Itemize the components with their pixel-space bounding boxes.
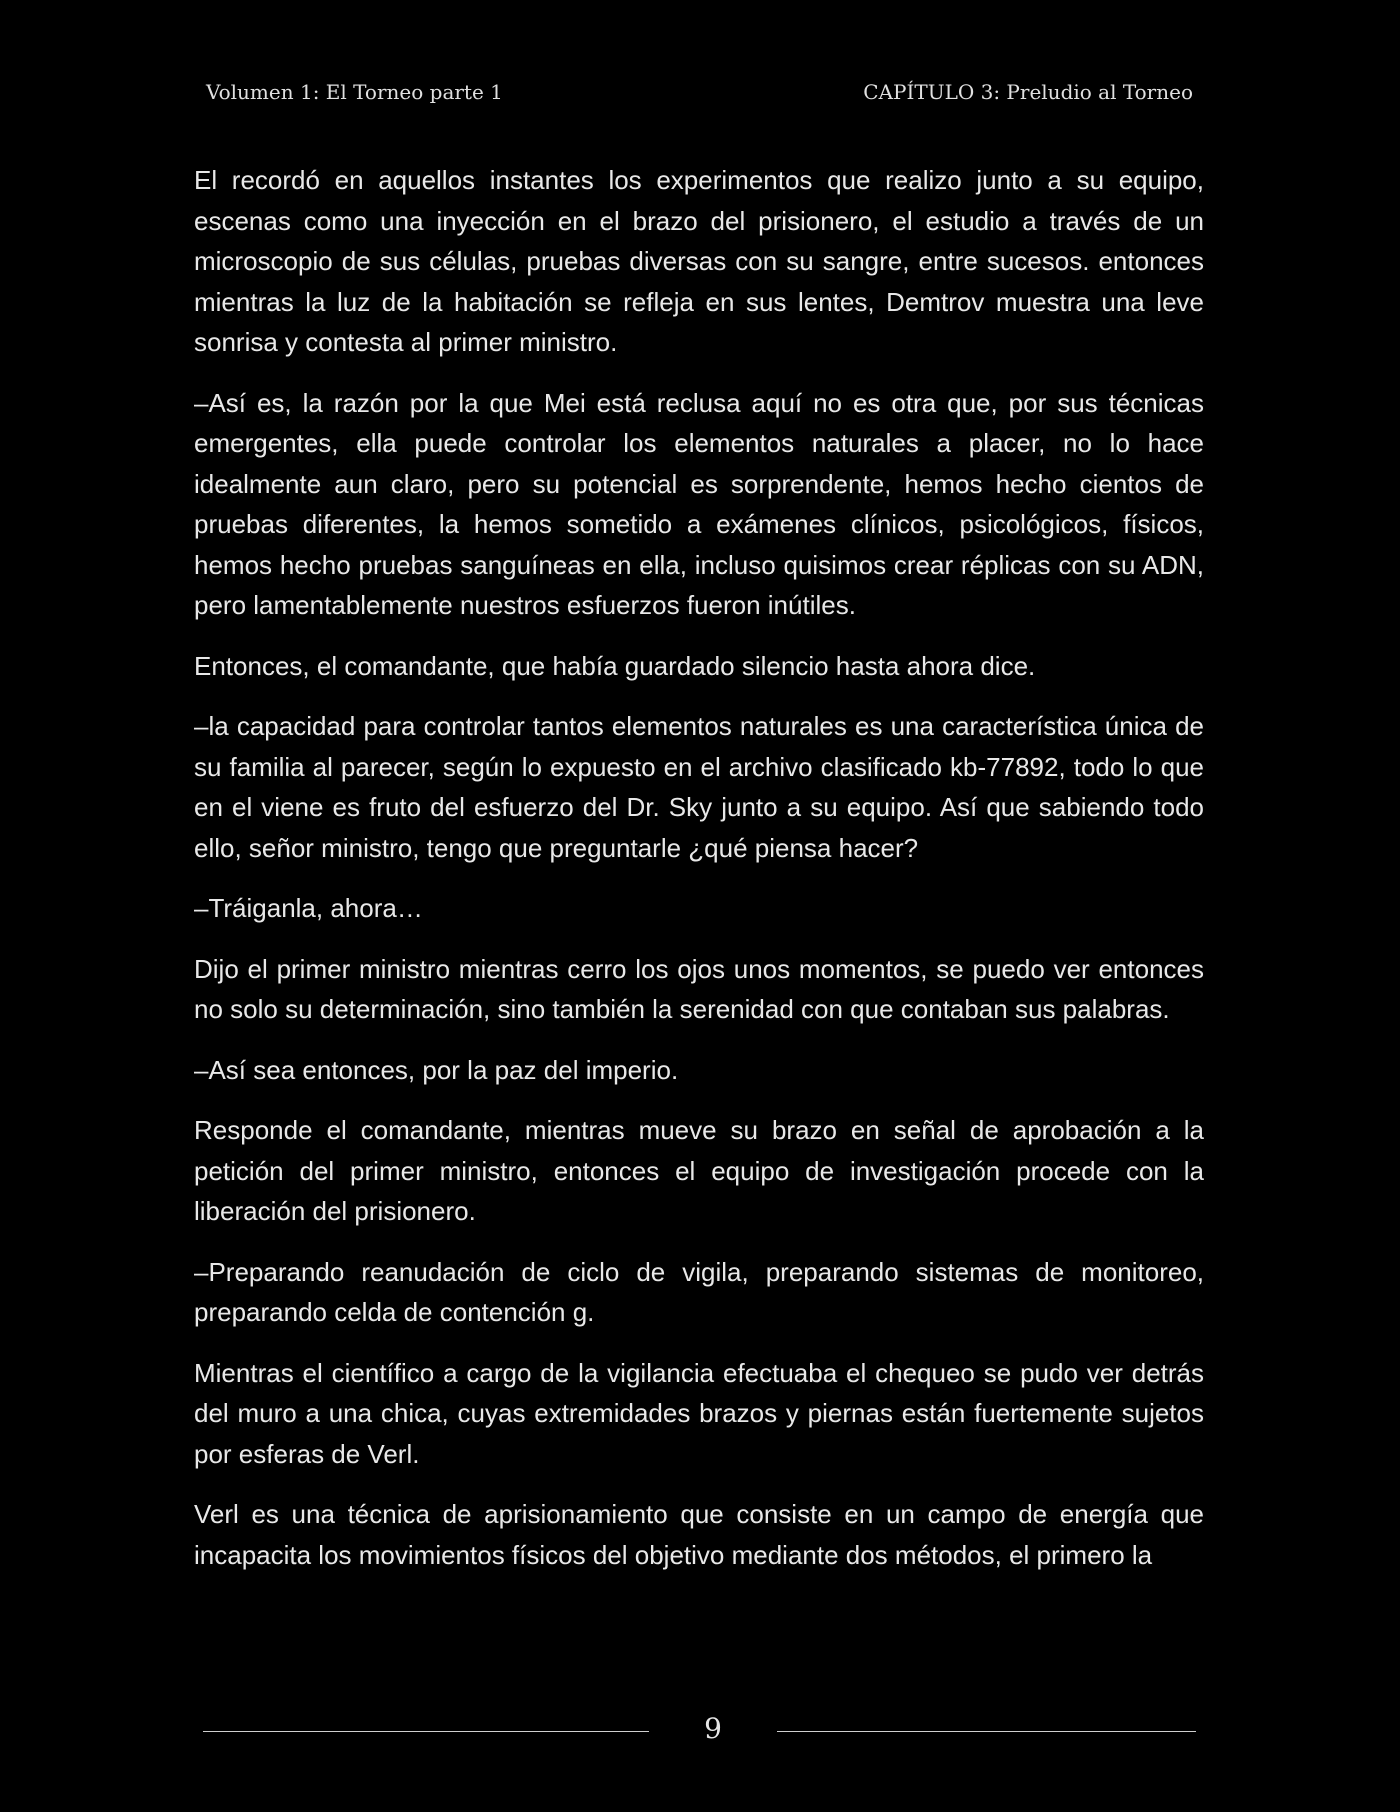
chapter-title: CAPÍTULO 3: Preludio al Torneo (863, 80, 1193, 104)
page-number: 9 (704, 1712, 722, 1745)
paragraph: Entonces, el comandante, que había guardado silencio hasta ahora dice. (194, 650, 1036, 681)
running-header (206, 80, 1193, 110)
paragraph: Responde el comandante, mientras mueve su brazo en señal de aprobación a la petición del primer ministro, entonces el equipo de investigación procede con la liberación del prisionero. (194, 1115, 1204, 1226)
page-footer (203, 1712, 1196, 1752)
paragraph: Verl es una técnica de aprisionamiento que consiste en un campo de energía que incapacita los movimientos físicos del objetivo mediante dos métodos, el primero la (194, 1499, 1204, 1570)
footer-rule-left (203, 1731, 649, 1732)
paragraph: –la capacidad para controlar tantos elementos naturales es una característica única de su familia al parecer, según lo expuesto en el archivo clasificado kb-77892, todo lo que en el viene es fruto del esfuerzo del Dr. Sky junto a su equipo. Así que sabiendo todo ello, señor ministro, tengo que preguntarle ¿qué piensa hacer? (194, 711, 1204, 863)
paragraph: –Así es, la razón por la que Mei está reclusa aquí no es otra que, por sus técnicas emergentes, ella puede controlar los elementos naturales a placer, no lo hace idealmente aun claro, pero su potencial es sorprendente, hemos hecho cientos de pruebas diferentes, la hemos sometido a exámenes clínicos, psicológicos, físicos, hemos hecho pruebas sanguíneas en ella, incluso quisimos crear réplicas con su ADN, pero lamentablemente nuestros esfuerzos fueron inútiles. (194, 387, 1204, 620)
paragraph: Dijo el primer ministro mientras cerro los ojos unos momentos, se puedo ver entonces no solo su determinación, sino también la serenidad con que contaban sus palabras. (194, 953, 1204, 1024)
body-text (194, 160, 1204, 1595)
paragraph: El recordó en aquellos instantes los experimentos que realizo junto a su equipo, escenas como una inyección en el brazo del prisionero, el estudio a través de un microscopio de sus células, pruebas diversas con su sangre, entre sucesos. entonces mientras la luz de la habitación se refleja en sus lentes, Demtrov muestra una leve sonrisa y contesta al primer ministro. (194, 165, 1204, 357)
paragraph: –Preparando reanudación de ciclo de vigila, preparando sistemas de monitoreo, preparando celda de contención g. (194, 1256, 1204, 1327)
paragraph: –Tráiganla, ahora… (194, 893, 423, 923)
footer-rule-right (777, 1731, 1196, 1732)
paragraph: –Así sea entonces, por la paz del imperio. (194, 1054, 679, 1085)
volume-title: Volumen 1: El Torneo parte 1 (206, 80, 503, 104)
paragraph: Mientras el científico a cargo de la vigilancia efectuaba el chequeo se pudo ver detrás del muro a una chica, cuyas extremidades brazos y piernas están fuertemente sujetos por esferas de Verl. (194, 1357, 1204, 1469)
